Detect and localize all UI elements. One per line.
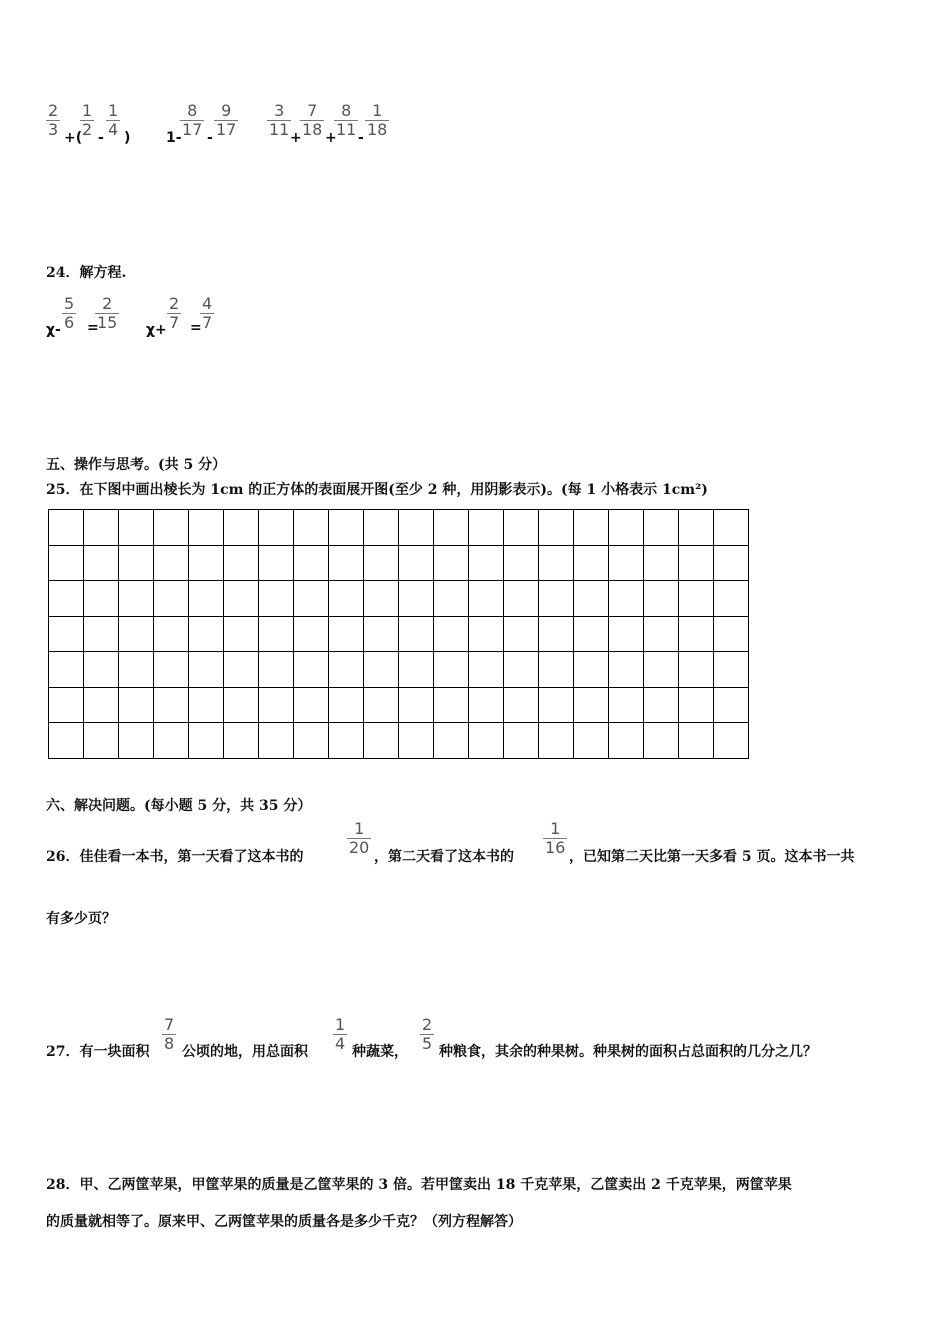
grid-cell[interactable] xyxy=(119,510,154,546)
grid-cell[interactable] xyxy=(84,545,119,581)
question-28-line-1: 28．甲、乙两筐苹果，甲筐苹果的质量是乙筐苹果的 3 倍。若甲筐卖出 18 千克苹果，乙筐卖出 2 千克苹果，两筐苹果 xyxy=(46,1177,792,1193)
grid-cell[interactable] xyxy=(679,687,714,723)
grid-cell[interactable] xyxy=(679,510,714,546)
grid-cell[interactable] xyxy=(189,545,224,581)
grid-cell[interactable] xyxy=(364,510,399,546)
grid-cell[interactable] xyxy=(469,581,504,617)
grid-cell[interactable] xyxy=(504,581,539,617)
fraction: $\frac{2}{15}$ xyxy=(97,294,118,332)
grid-cell[interactable] xyxy=(364,723,399,759)
grid-cell[interactable] xyxy=(644,581,679,617)
grid-cell[interactable] xyxy=(259,545,294,581)
grid-cell[interactable] xyxy=(329,723,364,759)
grid-cell[interactable] xyxy=(609,510,644,546)
fraction: $\frac{1}{4}$ xyxy=(108,101,119,139)
grid-cell[interactable] xyxy=(644,545,679,581)
grid-cell[interactable] xyxy=(49,581,84,617)
grid-cell[interactable] xyxy=(364,687,399,723)
grid-cell[interactable] xyxy=(189,616,224,652)
grid-cell[interactable] xyxy=(224,723,259,759)
grid-cell[interactable] xyxy=(679,652,714,688)
grid-cell[interactable] xyxy=(434,723,469,759)
grid-cell[interactable] xyxy=(154,581,189,617)
grid-cell[interactable] xyxy=(469,545,504,581)
grid-cell[interactable] xyxy=(574,616,609,652)
grid-cell[interactable] xyxy=(399,616,434,652)
grid-cell[interactable] xyxy=(609,723,644,759)
operator: - xyxy=(207,130,213,146)
fraction: $\frac{2}{7}$ xyxy=(169,294,180,332)
grid-cell[interactable] xyxy=(84,723,119,759)
question-26-part-3: ，已知第二天比第一天多看 5 页。这本书一共 xyxy=(569,849,855,865)
grid-cell[interactable] xyxy=(189,510,224,546)
fraction: $\frac{7}{18}$ xyxy=(302,101,323,139)
grid-cell[interactable] xyxy=(154,616,189,652)
operator: +( xyxy=(64,130,83,146)
operator: - xyxy=(358,130,364,146)
grid-cell[interactable] xyxy=(714,652,749,688)
grid-cell[interactable] xyxy=(189,687,224,723)
grid-cell[interactable] xyxy=(504,510,539,546)
grid-cell[interactable] xyxy=(224,545,259,581)
grid-cell[interactable] xyxy=(154,510,189,546)
fraction: $\frac{7}{8}$ xyxy=(164,1015,175,1053)
grid-cell[interactable] xyxy=(399,687,434,723)
fraction: $\frac{1}{20}$ xyxy=(349,819,370,857)
grid-row xyxy=(49,581,749,617)
fraction: $\frac{5}{6}$ xyxy=(64,294,75,332)
operator: 1- xyxy=(166,130,182,146)
fraction: $\frac{8}{17}$ xyxy=(182,101,203,139)
grid-cell[interactable] xyxy=(679,545,714,581)
grid-row xyxy=(49,723,749,759)
grid-cell[interactable] xyxy=(644,723,679,759)
grid-cell[interactable] xyxy=(119,652,154,688)
grid-cell[interactable] xyxy=(714,723,749,759)
grid-cell[interactable] xyxy=(294,723,329,759)
grid-cell[interactable] xyxy=(504,545,539,581)
grid-cell[interactable] xyxy=(574,652,609,688)
operator: + xyxy=(325,130,337,146)
fraction: $\frac{1}{18}$ xyxy=(367,101,388,139)
grid-cell[interactable] xyxy=(294,687,329,723)
grid-cell[interactable] xyxy=(539,723,574,759)
variable: χ+ xyxy=(146,322,167,338)
question-28-line-2: 的质量就相等了。原来甲、乙两筐苹果的质量各是多少千克？（列方程解答） xyxy=(46,1214,522,1230)
grid-row xyxy=(49,510,749,546)
grid-cell[interactable] xyxy=(364,581,399,617)
grid-cell[interactable] xyxy=(224,616,259,652)
grid-cell[interactable] xyxy=(329,652,364,688)
grid-cell[interactable] xyxy=(224,687,259,723)
grid-cell[interactable] xyxy=(434,687,469,723)
grid-cell[interactable] xyxy=(119,687,154,723)
grid-cell[interactable] xyxy=(399,545,434,581)
grid-cell[interactable] xyxy=(364,545,399,581)
question-26-part-1: 26．佳佳看一本书，第一天看了这本书的 xyxy=(46,849,304,865)
question-27-part-1: 27．有一块面积 xyxy=(46,1044,150,1060)
grid-cell[interactable] xyxy=(644,616,679,652)
grid-cell[interactable] xyxy=(574,581,609,617)
grid-cell[interactable] xyxy=(469,652,504,688)
question-24-title: 24．解方程. xyxy=(46,265,127,281)
grid-cell[interactable] xyxy=(119,616,154,652)
grid-cell[interactable] xyxy=(84,687,119,723)
grid-cell[interactable] xyxy=(574,545,609,581)
grid-cell[interactable] xyxy=(294,652,329,688)
grid-cell[interactable] xyxy=(259,581,294,617)
question-26-part-2: ，第二天看了这本书的 xyxy=(374,849,514,865)
grid-cell[interactable] xyxy=(609,652,644,688)
grid-cell[interactable] xyxy=(329,616,364,652)
grid-cell[interactable] xyxy=(259,723,294,759)
grid-cell[interactable] xyxy=(294,581,329,617)
grid-cell[interactable] xyxy=(469,723,504,759)
grid-cell[interactable] xyxy=(504,723,539,759)
grid-cell[interactable] xyxy=(189,723,224,759)
grid-cell[interactable] xyxy=(644,510,679,546)
grid-cell[interactable] xyxy=(644,687,679,723)
grid-cell[interactable] xyxy=(119,723,154,759)
grid-cell[interactable] xyxy=(329,687,364,723)
grid-cell[interactable] xyxy=(539,510,574,546)
grid-cell[interactable] xyxy=(504,616,539,652)
grid-cell[interactable] xyxy=(84,581,119,617)
grid-cell[interactable] xyxy=(574,687,609,723)
grid-cell[interactable] xyxy=(224,510,259,546)
grid-cell[interactable] xyxy=(469,687,504,723)
grid-cell[interactable] xyxy=(609,616,644,652)
question-25-text: 25．在下图中画出棱长为 1cm 的正方体的表面展开图(至少 2 种，用阴影表示)。(每 1 小格表示 1cm²) xyxy=(46,482,708,498)
equals-sign: = xyxy=(87,320,99,336)
grid-cell[interactable] xyxy=(84,652,119,688)
grid-cell[interactable] xyxy=(119,581,154,617)
grid-row xyxy=(49,687,749,723)
grid-cell[interactable] xyxy=(49,510,84,546)
grid-cell[interactable] xyxy=(154,723,189,759)
grid-cell[interactable] xyxy=(469,616,504,652)
grid-cell[interactable] xyxy=(154,687,189,723)
grid-cell[interactable] xyxy=(574,723,609,759)
fraction: $\frac{9}{17}$ xyxy=(216,101,237,139)
variable: χ- xyxy=(46,322,61,338)
grid-cell[interactable] xyxy=(504,652,539,688)
grid-cell[interactable] xyxy=(434,510,469,546)
fraction: $\frac{8}{11}$ xyxy=(336,101,357,139)
grid-cell[interactable] xyxy=(224,581,259,617)
operator: ) xyxy=(124,130,131,146)
grid-row xyxy=(49,616,749,652)
grid-cell[interactable] xyxy=(609,581,644,617)
grid-cell[interactable] xyxy=(329,545,364,581)
grid-row xyxy=(49,545,749,581)
grid-cell[interactable] xyxy=(259,510,294,546)
question-27-part-3: 种蔬菜， xyxy=(352,1044,408,1060)
section-6-heading: 六、解决问题。(每小题 5 分，共 35 分） xyxy=(46,798,312,814)
grid-cell[interactable] xyxy=(49,616,84,652)
grid-cell[interactable] xyxy=(364,616,399,652)
equals-sign: = xyxy=(190,320,202,336)
grid-cell[interactable] xyxy=(84,616,119,652)
grid-cell[interactable] xyxy=(609,687,644,723)
grid-cell[interactable] xyxy=(679,616,714,652)
grid-cell[interactable] xyxy=(399,581,434,617)
grid-cell[interactable] xyxy=(714,687,749,723)
grid-cell[interactable] xyxy=(84,510,119,546)
grid-cell[interactable] xyxy=(539,581,574,617)
drawing-grid[interactable] xyxy=(48,509,749,759)
grid-cell[interactable] xyxy=(329,581,364,617)
grid-cell[interactable] xyxy=(714,616,749,652)
grid-cell[interactable] xyxy=(154,652,189,688)
grid-cell[interactable] xyxy=(644,652,679,688)
grid-cell[interactable] xyxy=(434,581,469,617)
grid-cell[interactable] xyxy=(539,616,574,652)
grid-cell[interactable] xyxy=(294,510,329,546)
grid-cell[interactable] xyxy=(189,652,224,688)
question-27-part-4: 种粮食，其余的种果树。种果树的面积占总面积的几分之几？ xyxy=(439,1044,817,1060)
question-27-part-2: 公顷的地，用总面积 xyxy=(182,1044,308,1060)
grid-cell[interactable] xyxy=(609,545,644,581)
grid-cell[interactable] xyxy=(224,652,259,688)
grid-cell[interactable] xyxy=(294,545,329,581)
fraction: $\frac{2}{3}$ xyxy=(48,101,59,139)
grid-cell[interactable] xyxy=(434,616,469,652)
grid-cell[interactable] xyxy=(539,545,574,581)
grid-cell[interactable] xyxy=(49,723,84,759)
grid-cell[interactable] xyxy=(434,545,469,581)
grid-cell[interactable] xyxy=(539,687,574,723)
grid-cell[interactable] xyxy=(469,510,504,546)
grid-cell[interactable] xyxy=(259,616,294,652)
grid-cell[interactable] xyxy=(364,652,399,688)
grid-cell[interactable] xyxy=(119,545,154,581)
operator: - xyxy=(98,130,104,146)
grid-cell[interactable] xyxy=(679,723,714,759)
grid-cell[interactable] xyxy=(49,652,84,688)
grid-cell[interactable] xyxy=(714,510,749,546)
grid-cell[interactable] xyxy=(329,510,364,546)
grid-cell[interactable] xyxy=(259,652,294,688)
operator: + xyxy=(290,130,302,146)
grid-cell[interactable] xyxy=(679,581,714,617)
grid-cell[interactable] xyxy=(294,616,329,652)
grid-cell[interactable] xyxy=(539,652,574,688)
fraction: $\frac{2}{5}$ xyxy=(422,1015,433,1053)
grid-cell[interactable] xyxy=(154,545,189,581)
grid-cell[interactable] xyxy=(49,687,84,723)
grid-cell[interactable] xyxy=(714,581,749,617)
fraction: $\frac{1}{2}$ xyxy=(82,101,93,139)
grid-cell[interactable] xyxy=(399,652,434,688)
grid-cell[interactable] xyxy=(504,687,539,723)
question-26-line-2: 有多少页？ xyxy=(46,911,116,927)
grid-cell[interactable] xyxy=(399,510,434,546)
grid-cell[interactable] xyxy=(189,581,224,617)
grid-cell[interactable] xyxy=(434,652,469,688)
grid-cell[interactable] xyxy=(399,723,434,759)
fraction: $\frac{1}{4}$ xyxy=(335,1015,346,1053)
grid-cell[interactable] xyxy=(259,687,294,723)
fraction: $\frac{1}{16}$ xyxy=(545,819,566,857)
fraction: $\frac{4}{7}$ xyxy=(202,294,213,332)
grid-row xyxy=(49,652,749,688)
grid-cell[interactable] xyxy=(49,545,84,581)
section-5-heading: 五、操作与思考。(共 5 分） xyxy=(46,457,227,473)
grid-cell[interactable] xyxy=(574,510,609,546)
grid-cell[interactable] xyxy=(714,545,749,581)
fraction: $\frac{3}{11}$ xyxy=(269,101,290,139)
